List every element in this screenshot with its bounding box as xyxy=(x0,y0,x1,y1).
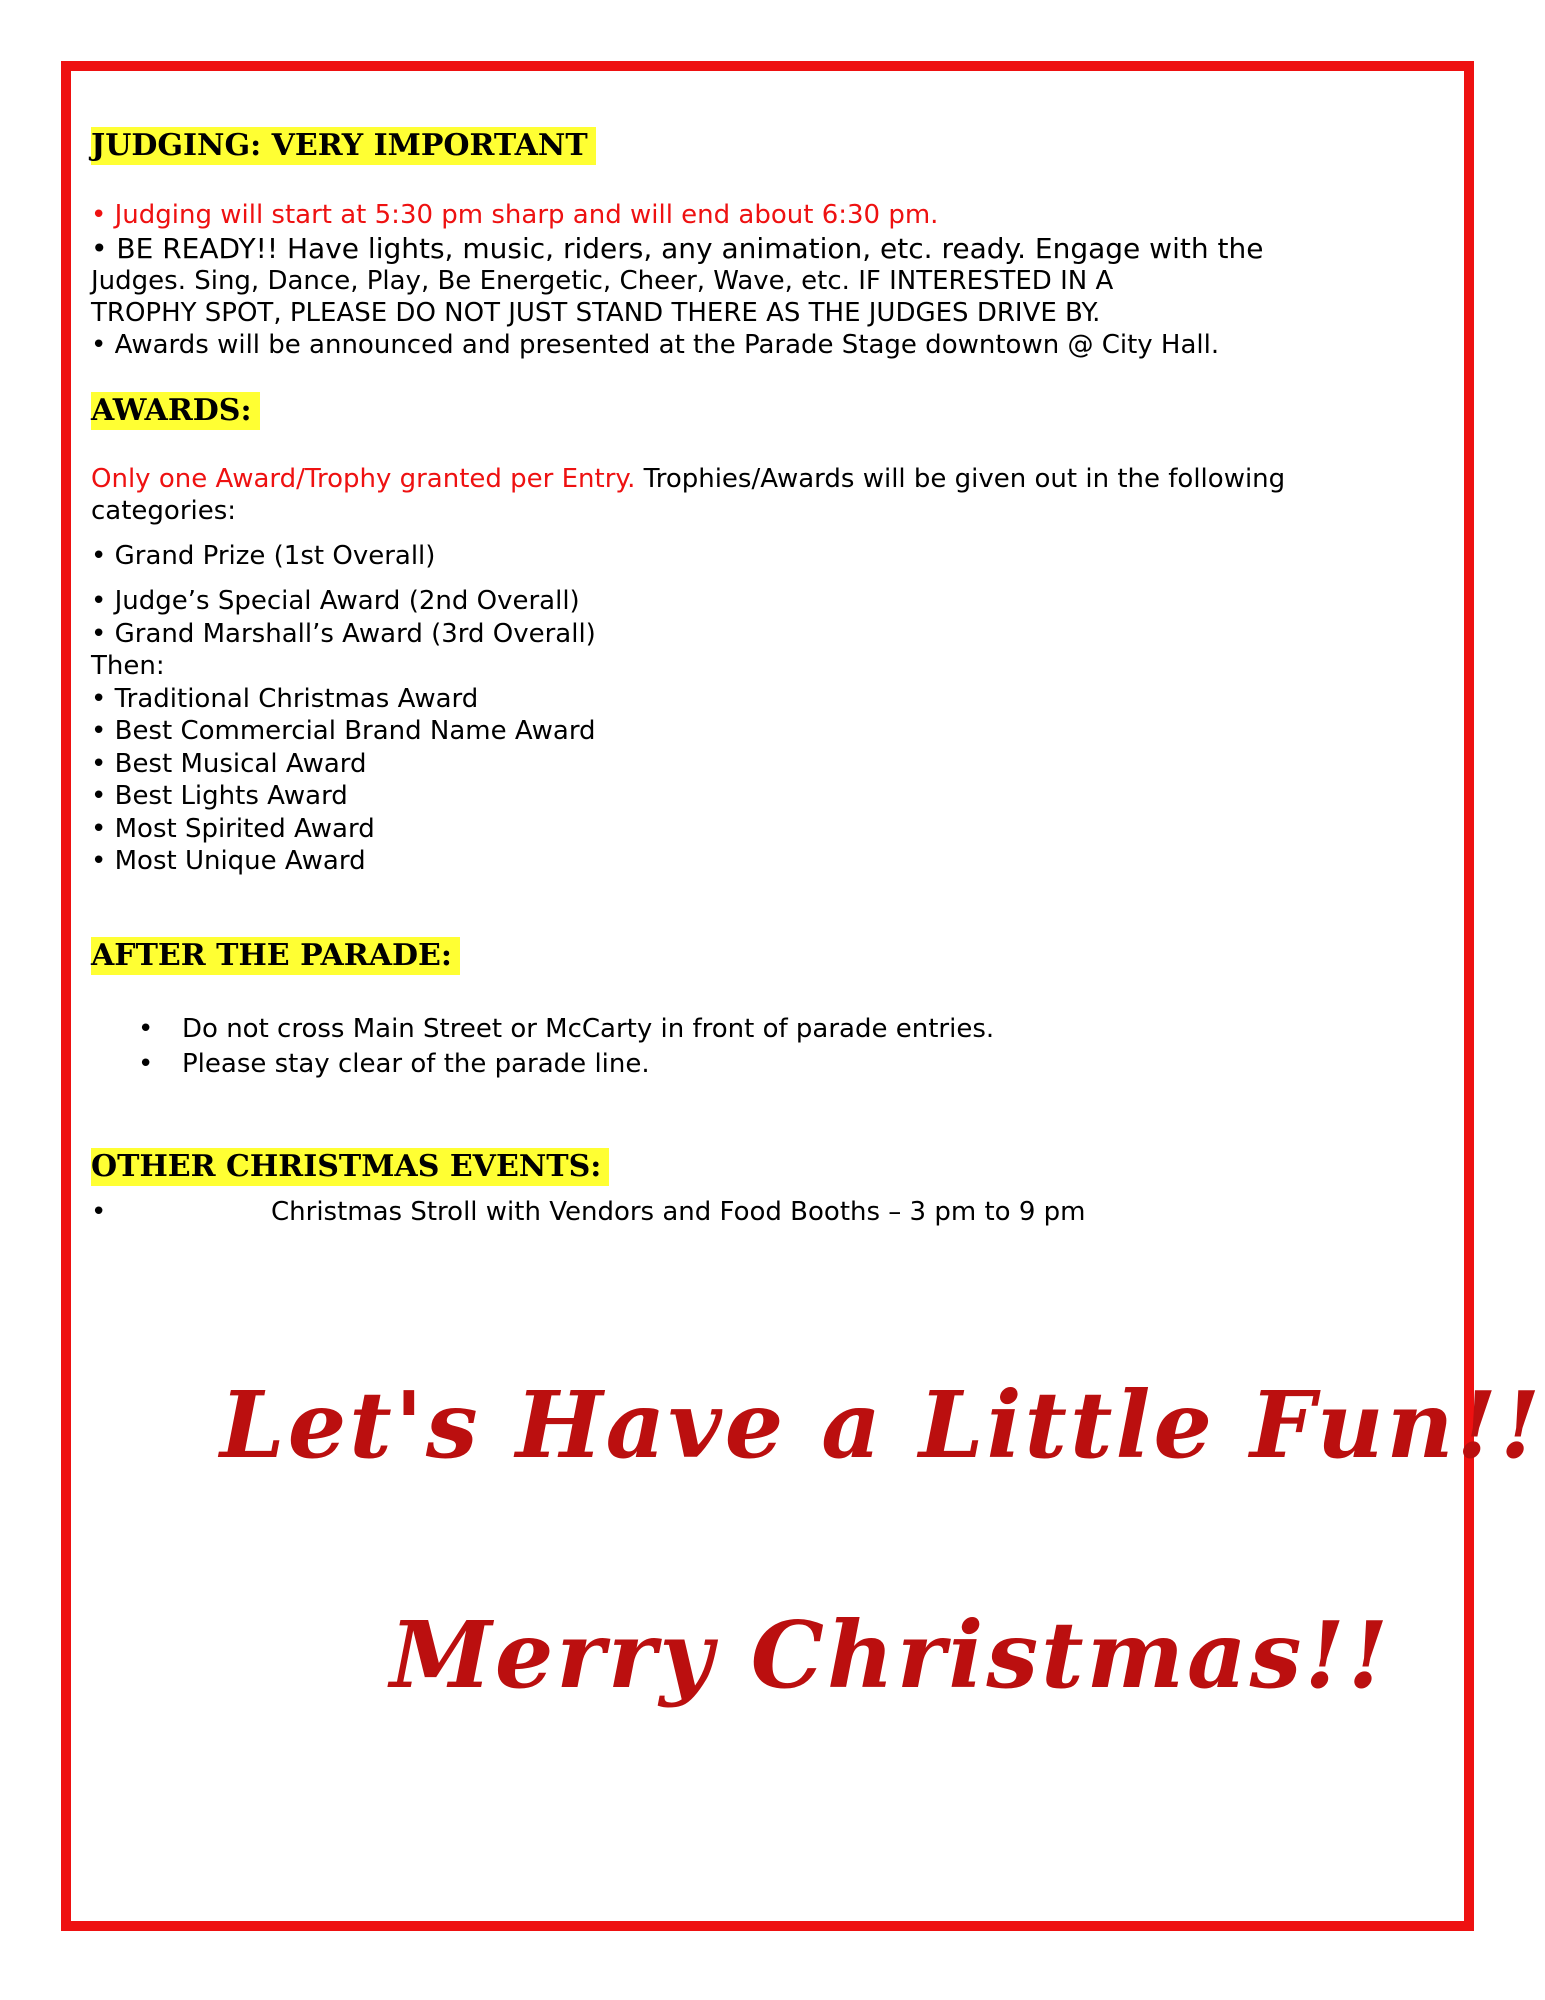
list-item xyxy=(138,1012,994,1047)
list-item: • Best Commercial Brand Name Award xyxy=(91,716,596,746)
awards-heading: AWARDS: xyxy=(91,392,260,430)
award-grand-prize: • Grand Prize (1st Overall) xyxy=(91,541,436,571)
list-item: • Most Unique Award xyxy=(91,846,366,876)
list-item: Then: xyxy=(91,651,165,681)
item-text: Please stay clear of the parade line. xyxy=(182,1049,650,1079)
other-events-heading: OTHER CHRISTMAS EVENTS: xyxy=(91,1148,609,1186)
after-parade-heading: AFTER THE PARADE: xyxy=(91,937,460,975)
awards-intro xyxy=(91,464,1285,495)
item-text: Christmas Stroll with Vendors and Food Booths – 3 pm to 9 pm xyxy=(271,1197,1086,1227)
list-item xyxy=(138,1047,994,1082)
after-parade-list xyxy=(138,1012,994,1082)
list-item: • Judge’s Special Award (2nd Overall) xyxy=(91,586,580,616)
list-item: • Best Musical Award xyxy=(91,748,367,779)
be-ready-line: • BE READY!! Have lights, music, riders, any animation, etc. ready. Engage with the xyxy=(91,232,1264,265)
awards-intro-rest: Trophies/Awards will be given out in the following xyxy=(635,464,1286,494)
judging-heading: JUDGING: VERY IMPORTANT xyxy=(91,127,596,165)
bullet: • xyxy=(91,1197,107,1227)
lets-have-fun-script: Let's Have a Little Fun!! xyxy=(220,1371,1544,1479)
list-item: • Most Spirited Award xyxy=(91,813,375,844)
bullet: • xyxy=(138,1049,154,1079)
list-item: • Traditional Christmas Award xyxy=(91,683,479,714)
award-list xyxy=(91,585,596,878)
merry-christmas-script: Merry Christmas!! xyxy=(390,1601,1392,1709)
list-item: • Best Lights Award xyxy=(91,781,348,811)
awards-intro-red: Only one Award/Trophy granted per Entry. xyxy=(91,464,636,494)
awards-announced-line: • Awards will be announced and presented at the Parade Stage downtown @ City Hall. xyxy=(91,330,1220,360)
awards-intro-line-2: categories: xyxy=(91,496,237,526)
judging-time-line: • Judging will start at 5:30 pm sharp and will end about 6:30 pm. xyxy=(91,200,939,230)
list-item: • Grand Marshall’s Award (3rd Overall) xyxy=(91,618,596,649)
item-text: Do not cross Main Street or McCarty in front of parade entries. xyxy=(182,1014,995,1044)
bullet: • xyxy=(138,1014,154,1044)
other-events-item xyxy=(91,1196,1085,1228)
be-ready-line-2: Judges. Sing, Dance, Play, Be Energetic, Cheer, Wave, etc. IF INTERESTED IN A xyxy=(91,266,1114,296)
be-ready-line-3: TROPHY SPOT, PLEASE DO NOT JUST STAND THERE AS THE JUDGES DRIVE BY. xyxy=(91,298,1101,328)
